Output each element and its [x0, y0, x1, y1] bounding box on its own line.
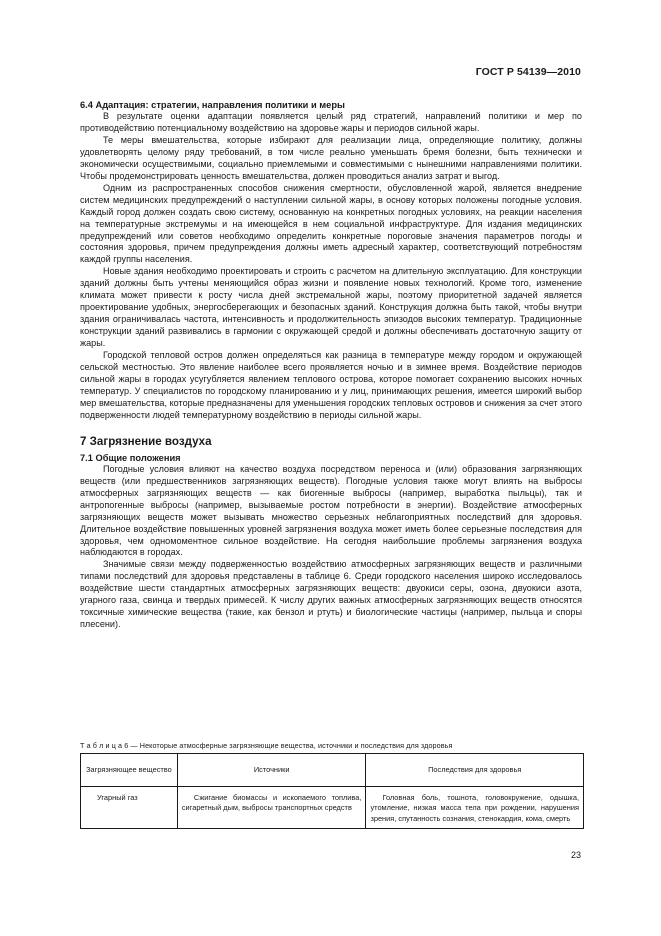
column-header-pollutant: Загрязняющее вещество: [81, 754, 178, 787]
page-content: [80, 96, 582, 631]
pollutants-table: [80, 753, 584, 829]
section-heading-7-1: 7.1 Общие положения: [80, 452, 181, 463]
table-row: [81, 787, 584, 829]
table-cell-health-effects: Головная боль, тошнота, головокружение, одышка, утомление, низкая масса тела при рождении, нарушения зрения, спутанность сознания, стенокардия, кома, смерть: [366, 787, 584, 829]
page-number: 23: [570, 850, 581, 860]
column-header-health-effects: Последствия для здоровья: [366, 754, 584, 787]
table-header-row: [81, 754, 584, 787]
paragraph: В результате оценки адаптации появляется целый ряд стратегий, направлений политики и мер по противодействию потенциальному воздействию на здоровье жары и периодов сильной жары.: [80, 111, 582, 133]
chapter-heading-7: 7 Загрязнение воздуха: [80, 434, 212, 448]
table-cell-pollutant: Угарный газ: [81, 787, 178, 829]
paragraph: Те меры вмешательства, которые избирают для реализации лица, определяющие политику, должны удовлетворять целому ряду требований, в том числе реально уменьшать бремя болезни, быть технически и экономически осуществимыми, социально приемлемыми и совместимыми с нынешними направлениями политики. Чтобы продемонстрировать ценность вмешательства, должен проводиться анализ затрат и выгод.: [80, 134, 582, 181]
column-header-sources: Источники: [177, 754, 366, 787]
paragraph: Новые здания необходимо проектировать и строить с расчетом на длительную эксплуатацию. Для конструкции зданий должны быть учтены меняющийся образ жизни и появление новых технологий. Кроме того, изменение климата может привести к росту числа дней экстремальной жары, поэтому приоритетной задачей является проектирование удобных, энергосберегающих и безопасных зданий. Конструкция должна быть такой, чтобы внутри здания ограничивалась частота, интенсивность и продолжительность эпизодов высоких температур. Традиционные конструкции зданий развивались в гармонии с окружающей средой и должны обеспечивать достаточную защиту от жары.: [80, 266, 582, 349]
paragraph: Одним из распространенных способов снижения смертности, обусловленной жарой, является внедрение систем медицинских предупреждений о наступлении сильной жары, в основу которых положены погодные условия. Каждый город должен создать свою систему, основанную на конкретных погодных условиях, на реакции населения на температурные экстремумы и на имеющейся в нем социальной инфраструктуре. Для издания медицинских предупреждений или советов необходимо определить конкретные пороговые значения параметров погоды и состояния здоровья, причем предупреждения должны иметь адресный характер, соответствующий потребностям каждой группы населения.: [80, 182, 582, 265]
paragraph: Значимые связи между подверженностью воздействию атмосферных загрязняющих веществ и различными типами последствий для здоровья представлены в таблице 6. Среди городского населения широко исследовалось воздействие шести стандартных атмосферных загрязняющих веществ: двуокиси серы, озона, двуокиси азота, угарного газа, свинца и твердых примесей. К числу других важных атмосферных загрязняющих веществ относятся токсичные химические вещества (такие, как бензол и ртуть) и биологические частицы (например, пыльца и споры плесени).: [80, 559, 582, 630]
document-code: ГОСТ Р 54139—2010: [475, 66, 581, 78]
paragraph: Городской тепловой остров должен определяться как разница в температуре между городом и окружающей сельской местностью. Это явление наиболее всего проявляется ночью и в зимнее время. Воздействие периодов сильной жары в городах усугубляется явлением теплового острова, которое помогает сохранению высоких ночных температур. У специалистов по городскому планированию и у лиц, принимающих решения, имеется широкий выбор мер вмешательства, которые предназначены для уменьшения городских тепловых островов и снижения за счет этого подверженности людей температурному воздействию в периоды сильной жары.: [80, 350, 582, 420]
section-heading-6-4: 6.4 Адаптация: стратегии, направления политики и меры: [80, 100, 345, 110]
table-cell-sources: Сжигание биомассы и ископаемого топлива, сигаретный дым, выбросы транспортных средств: [177, 787, 366, 829]
table-caption: Т а б л и ц а 6 — Некоторые атмосферные загрязняющие вещества, источники и последствия для здоровья: [80, 741, 453, 750]
paragraph: Погодные условия влияют на качество воздуха посредством переноса и (или) образования загрязняющих веществ (или предшественников загрязняющих веществ). Погодные условия также могут влиять на выбросы атмосферных загрязняющих веществ — как биогенные выбросы (например, выработка пыльцы), так и антропогенные выбросы (например, вызываемые ростом потребности в энергии). Воздействие атмосферных загрязняющих веществ может вызывать множество серьезных неблагоприятных последствий для здоровья. Длительное воздействие повышенных уровней загрязнения воздуха может иметь более серьезные последствия для здоровья, чем одномоментное сильное воздействие. На сегодня наибольшие проблемы загрязнения воздуха наблюдаются в городах.: [80, 463, 582, 558]
